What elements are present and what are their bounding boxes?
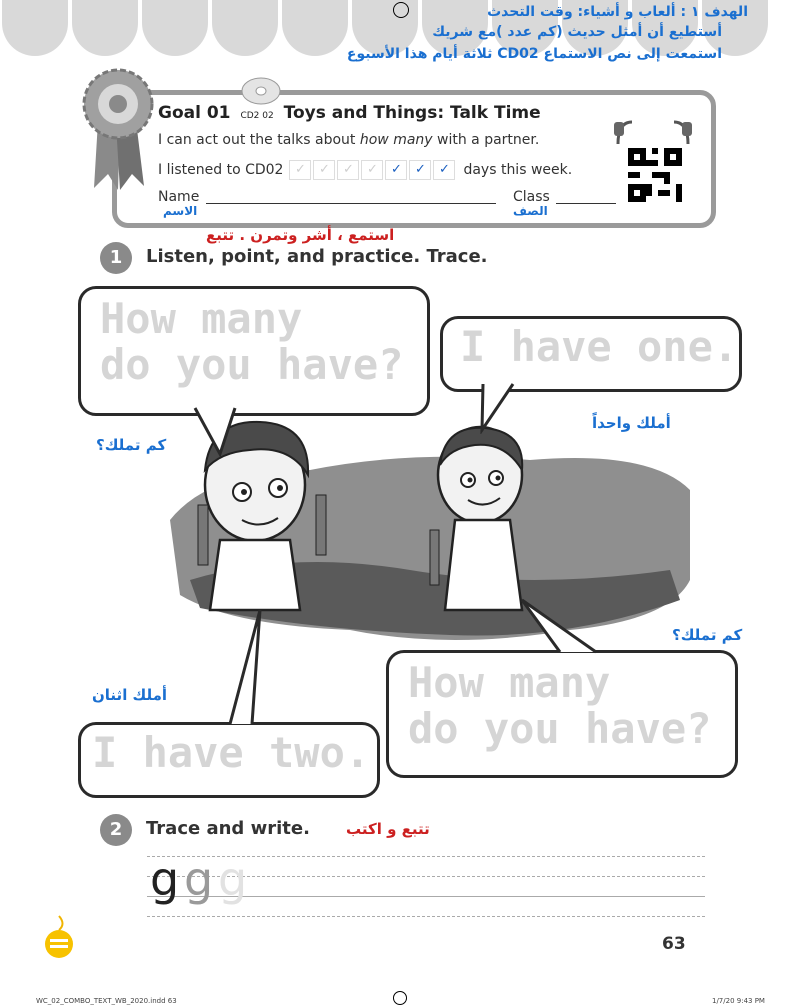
day-checkbox[interactable]: ✓: [385, 160, 407, 180]
arabic-goal-line-3: استمعت إلى نص الاستماع CD02 ثلاثة أيام هذا الأسبوع: [346, 46, 722, 62]
arabic-i-have-two: أملك اثنان: [92, 686, 168, 704]
page-number: 63: [662, 934, 686, 954]
day-checkbox[interactable]: ✓: [409, 160, 431, 180]
arabic-how-many-left: كم تملك؟: [96, 436, 167, 454]
goal-line1-prefix: I can act out the talks about: [158, 132, 360, 148]
trace-text-top-left[interactable]: How many do you have?: [100, 294, 404, 390]
letter-g-trace-faint[interactable]: g: [218, 852, 248, 906]
bubble-top-right-tail: [478, 382, 518, 434]
section-2-number: 2: [100, 814, 132, 846]
arabic-i-have-one: أملك واحداً: [592, 414, 671, 432]
class-label: Class: [513, 189, 550, 205]
letter-g-model: g: [150, 852, 180, 906]
goal-line2-prefix: I listened to CD02: [158, 162, 284, 178]
trace-text-bottom-left[interactable]: I have two.: [92, 728, 371, 777]
bubble-bottom-left-tail: [226, 608, 266, 726]
registration-mark-top: [393, 2, 409, 18]
day-checkbox[interactable]: ✓: [289, 160, 311, 180]
print-slug-left: WC_02_COMBO_TEXT_WB_2020.indd 63: [36, 997, 177, 1005]
trace-text-bottom-right[interactable]: How many do you have?: [408, 658, 712, 754]
goal-line1-suffix: with a partner.: [432, 132, 540, 148]
qr-code[interactable]: [628, 148, 682, 202]
goal-subtitle: Toys and Things: Talk Time: [283, 103, 541, 123]
day-checkbox[interactable]: ✓: [361, 160, 383, 180]
print-slug-right: 1/7/20 9:43 PM: [712, 997, 765, 1005]
name-label-arabic: الاسم: [163, 204, 198, 218]
goal-can-do-line: [158, 132, 539, 148]
day-checkbox[interactable]: ✓: [433, 160, 455, 180]
name-field-line[interactable]: [206, 203, 496, 204]
section-1-number: 1: [100, 242, 132, 274]
cd-icon: [240, 76, 282, 106]
arabic-goal-line-2: أستطيع أن أمثل حديث (كم عدد )مع شريك: [432, 24, 722, 40]
goal-line1-italic: how many: [359, 132, 433, 148]
days-checkboxes: [289, 160, 457, 180]
trace-text-top-right[interactable]: I have one.: [460, 322, 739, 371]
section-2-title-arabic: تتبع و اكتب: [346, 820, 430, 838]
goal-ribbon-badge: [80, 66, 156, 194]
goal-number: Goal 01: [158, 103, 231, 123]
bubble-bottom-right-tail: [520, 598, 600, 654]
section-1-title-arabic: استمع ، أشر وتمرن . تتبع: [206, 226, 395, 244]
class-label-arabic: الصف: [513, 204, 548, 218]
goal-title-row: [158, 103, 541, 123]
letter-g-trace[interactable]: g: [184, 852, 214, 906]
day-checkbox[interactable]: ✓: [313, 160, 335, 180]
day-checkbox[interactable]: ✓: [337, 160, 359, 180]
goal-listened-line: [158, 160, 572, 180]
bubble-top-left-tail: [190, 406, 240, 458]
guide-line-bottom: [147, 916, 705, 917]
arabic-goal-line-1: الهدف ١ : ألعاب و أشياء: وقت التحدث: [487, 4, 748, 20]
cd-track-label: CD2 02: [240, 111, 274, 121]
goal-line2-suffix: days this week.: [463, 162, 573, 178]
section-1-title: Listen, point, and practice. Trace.: [146, 246, 488, 267]
arabic-how-many-right: كم تملك؟: [672, 626, 743, 644]
registration-mark-bottom: [393, 991, 407, 1005]
name-label: Name: [158, 189, 200, 205]
section-2-title: Trace and write.: [146, 818, 310, 839]
class-field-line[interactable]: [556, 203, 616, 204]
publisher-logo-icon: [44, 914, 74, 960]
headphones-icon: [612, 116, 694, 152]
